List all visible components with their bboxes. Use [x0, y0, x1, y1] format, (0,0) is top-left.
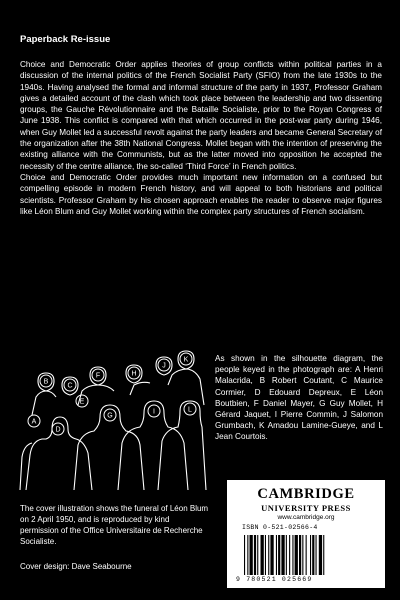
- cover-heading: Paperback Re-issue: [20, 34, 111, 45]
- isbn-text: ISBN 0-521-02566-4: [242, 524, 318, 531]
- barcode-bar: [302, 535, 303, 575]
- barcode-bar: [310, 535, 311, 575]
- barcode-bar: [276, 535, 277, 575]
- barcode-bar: [299, 535, 301, 575]
- silhouette-label: C: [67, 382, 73, 390]
- barcode-bar: [281, 535, 284, 575]
- barcode-bars: [236, 524, 377, 584]
- barcode-bar: [295, 535, 298, 575]
- barcode-bar: [247, 535, 248, 575]
- barcode-bar: [312, 535, 314, 575]
- silhouette-label: B: [43, 378, 49, 386]
- barcode-bar: [265, 535, 266, 575]
- barcode-bar: [286, 535, 287, 575]
- silhouette-label: L: [188, 406, 192, 414]
- blurb: [20, 59, 382, 217]
- publisher-website: www.cambridge.org: [277, 514, 335, 521]
- silhouette-label: G: [107, 412, 113, 420]
- barcode-bar: [244, 535, 245, 575]
- silhouette-label: K: [183, 356, 189, 364]
- barcode-digits: 9 780521 025669: [236, 576, 313, 583]
- diagram-key: As shown in the silhouette diagram, the people keyed in the photograph are: A Henri Malacrida, B Robert Coutant, C Maurice Cormier, D Edouard Depreux, E Léon Boutbien, F Daniel Mayer, G Guy Mollet, H Gérard Jaquet, I Pierre Commin, J Salomon Grumbach, K Amadou Lamine-Gueye, and L Jean Courtois.: [215, 354, 383, 442]
- barcode: [236, 524, 377, 584]
- silhouette-label: I: [153, 408, 155, 416]
- silhouette-diagram: [18, 345, 208, 490]
- publisher-name: CAMBRIDGE: [257, 486, 355, 502]
- silhouette-label: E: [79, 398, 85, 406]
- barcode-bar: [316, 535, 317, 575]
- cover-credit: The cover illustration shows the funeral of Léon Blum on 2 April 1950, and is reproduced by kind permission of the Office Universitaire de Recherche Socialiste.: [20, 504, 209, 546]
- barcode-bar: [257, 535, 258, 575]
- barcode-bar: [292, 535, 293, 575]
- silhouette-label: D: [55, 426, 61, 434]
- blurb-paragraph: Choice and Democratic Order applies theories of group conflicts within political parties in a discussion of the internal politics of the French Socialist Party (SFIO) from the late 1930s to the 1940s. Having analysed the formal and informal structure of the party in 1937, Professor Graham gives a detailed account of the clash which took place between the leadership and two dissenting groups, the Gauche Révolutionnaire and the Bataille Socialiste, prior to the Royan Congress of June 1938. This conflict is compared with that which occurred in the post-war party during 1946, when Guy Mollet led a successful revolt against the party leaders and became General Secretary of the organization after the 38th National Congress. Mollet began with the intention of preserving the existing alliance with the Communists, but as the latter moved into opposition he accepted the necessity of the centre alliance, the so-called ‘Third Force’ in French politics.: [20, 60, 382, 171]
- publisher-panel: [227, 480, 385, 588]
- barcode-bar: [250, 535, 253, 575]
- barcode-bar: [261, 535, 264, 575]
- silhouette-label: A: [31, 418, 37, 426]
- barcode-bar: [323, 535, 324, 575]
- barcode-bar: [289, 535, 290, 575]
- publisher-press: UNIVERSITY PRESS: [261, 503, 351, 513]
- barcode-bar: [319, 535, 322, 575]
- barcode-bar: [254, 535, 256, 575]
- silhouette-label: J: [162, 362, 166, 370]
- silhouette-label: F: [95, 372, 101, 380]
- barcode-bar: [278, 535, 280, 575]
- barcode-bar: [270, 535, 273, 575]
- cover-design-credit: Cover design: Dave Seabourne: [20, 562, 132, 571]
- silhouette-label: H: [131, 370, 137, 378]
- barcode-bar: [268, 535, 269, 575]
- blurb-paragraph: Choice and Democratic Order provides much important new information on a confused but compelling episode in modern French history, and will appeal to both historians and political scientists. Professor Graham by his chosen approach enables the reader to observe major figures like Léon Blum and Guy Mollet working within the complex party structures of French socialism.: [20, 172, 382, 216]
- barcode-bar: [306, 535, 307, 575]
